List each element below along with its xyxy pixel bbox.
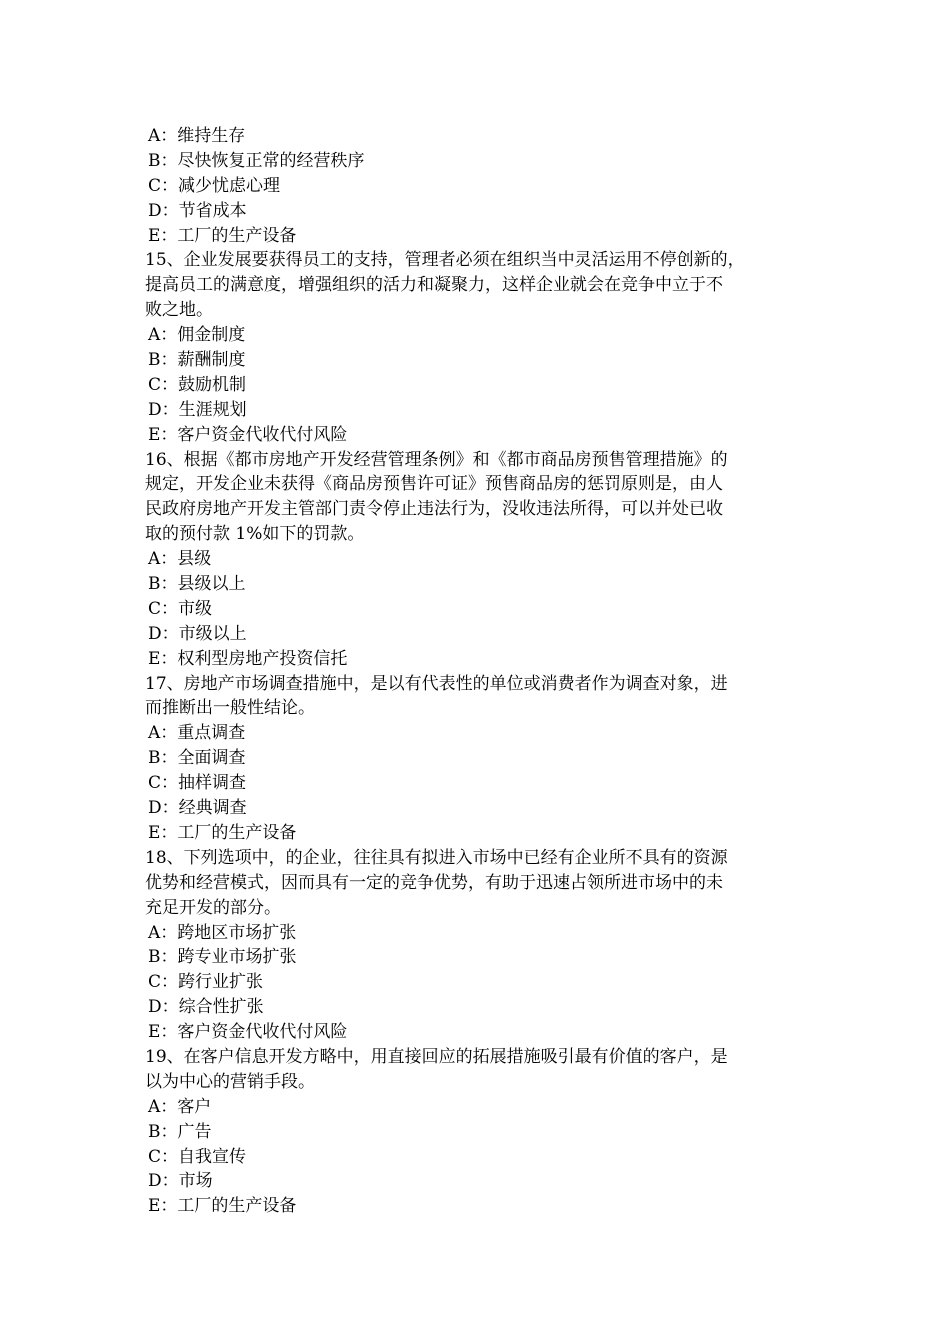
- question-text-line: 提高员工的满意度，增强组织的活力和凝聚力，这样企业就会在竞争中立于不: [145, 275, 723, 296]
- question-text-line: 优势和经营模式，因而具有一定的竞争优势，有助于迅速占领所进市场中的未: [145, 872, 723, 893]
- answer-option: C：自我宣传: [148, 1146, 247, 1167]
- question-text-line: 民政府房地产开发主管部门责令停止违法行为，没收违法所得，可以并处已收: [145, 499, 723, 520]
- answer-option: D：经典调查: [148, 798, 247, 819]
- answer-option: E：工厂的生产设备: [148, 1196, 297, 1217]
- answer-option: E：工厂的生产设备: [148, 822, 297, 843]
- answer-option: A：县级: [148, 549, 212, 570]
- answer-option: E：客户资金代收代付风险: [148, 424, 348, 445]
- answer-option: C：减少忧虑心理: [148, 175, 281, 196]
- question-text-line: 取的预付款 1%如下的罚款。: [145, 524, 365, 545]
- question-text-line: 15、企业发展要获得员工的支持，管理者必须在组织当中灵活运用不停创新的，: [145, 250, 745, 271]
- answer-option: A：佣金制度: [148, 325, 246, 346]
- answer-option: B：尽快恢复正常的经营秩序: [148, 150, 365, 171]
- question-text-line: 19、在客户信息开发方略中，用直接回应的拓展措施吸引最有价值的客户，是: [145, 1046, 728, 1067]
- answer-option: A：重点调查: [148, 723, 246, 744]
- question-text-line: 规定，开发企业未获得《商品房预售许可证》预售商品房的惩罚原则是，由人: [145, 474, 723, 495]
- answer-option: C：跨行业扩张: [148, 972, 264, 993]
- answer-option: C：抽样调查: [148, 773, 247, 794]
- answer-option: E：工厂的生产设备: [148, 225, 297, 246]
- answer-option: B：薪酬制度: [148, 350, 246, 371]
- answer-option: B：跨专业市场扩张: [148, 947, 297, 968]
- question-text-line: 18、下列选项中，的企业，往往具有拟进入市场中已经有企业所不具有的资源: [145, 847, 728, 868]
- answer-option: E：客户资金代收代付风险: [148, 1022, 348, 1043]
- question-text-line: 16、根据《都市房地产开发经营管理条例》和《都市商品房预售管理措施》的: [145, 449, 728, 470]
- answer-option: D：综合性扩张: [148, 997, 264, 1018]
- answer-option: C：鼓励机制: [148, 374, 247, 395]
- question-text-line: 而推断出一般性结论。: [145, 698, 315, 719]
- answer-option: B：广告: [148, 1121, 212, 1142]
- answer-option: B：县级以上: [148, 574, 246, 595]
- answer-option: E：权利型房地产投资信托: [148, 648, 348, 669]
- answer-option: D：节省成本: [148, 200, 247, 221]
- answer-option: D：市场: [148, 1171, 213, 1192]
- question-text-line: 充足开发的部分。: [145, 897, 281, 918]
- answer-option: A：维持生存: [148, 126, 246, 146]
- answer-option: D：生涯规划: [148, 399, 247, 420]
- answer-option: A：客户: [148, 1096, 212, 1117]
- answer-option: C：市级: [148, 598, 213, 619]
- question-text-line: 17、房地产市场调查措施中，是以有代表性的单位或消费者作为调查对象，进: [145, 673, 728, 694]
- answer-option: B：全面调查: [148, 748, 246, 769]
- document-page: [145, 124, 813, 1219]
- question-text-line: 以为中心的营销手段。: [145, 1071, 315, 1092]
- answer-option: A：跨地区市场扩张: [148, 922, 297, 943]
- question-text-line: 败之地。: [145, 300, 213, 321]
- answer-option: D：市级以上: [148, 623, 247, 644]
